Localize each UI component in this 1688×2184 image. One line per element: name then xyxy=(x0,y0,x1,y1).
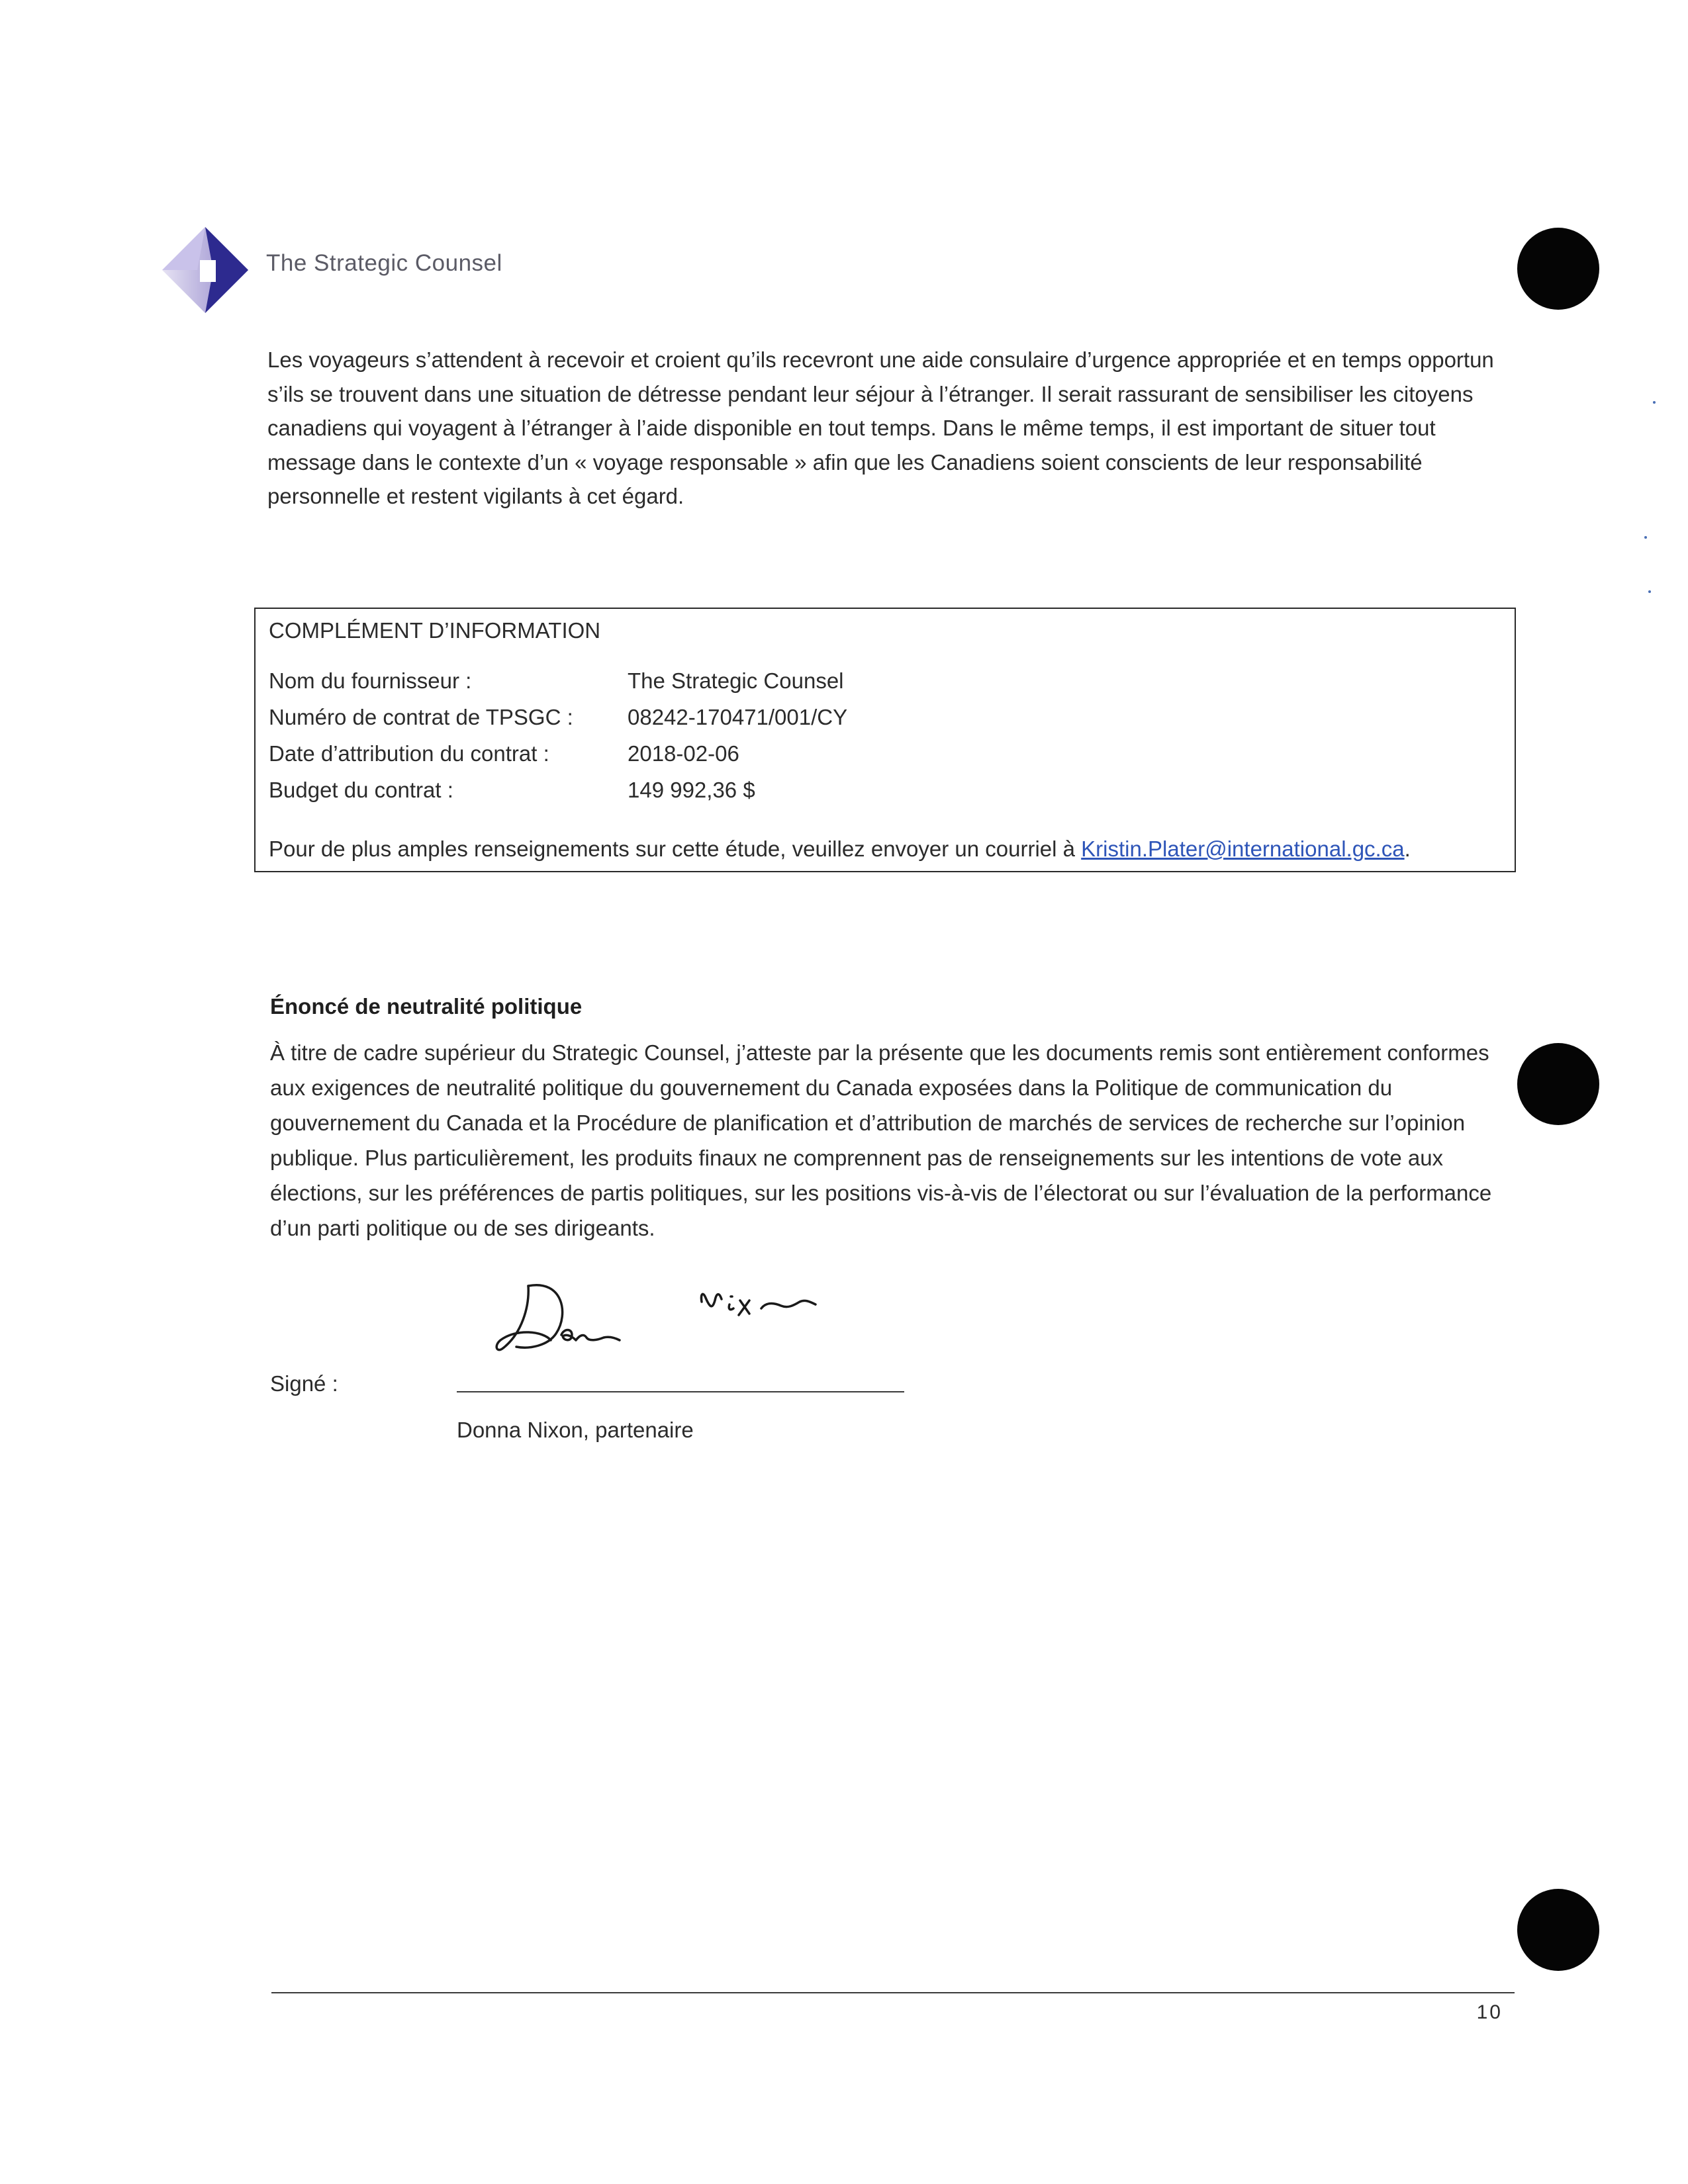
info-row-supplier xyxy=(269,668,844,694)
info-row-award-date xyxy=(269,741,739,766)
info-row-contract-number xyxy=(269,705,847,730)
info-row-value: 149 992,36 $ xyxy=(628,778,755,802)
scan-speck xyxy=(1648,590,1651,593)
info-contact-end: . xyxy=(1404,837,1411,861)
signature-line xyxy=(457,1391,904,1392)
scan-speck xyxy=(1644,536,1647,539)
contact-email-link[interactable]: Kristin.Plater@international.gc.ca xyxy=(1081,837,1405,861)
handwritten-signature xyxy=(490,1267,887,1367)
info-row-value: The Strategic Counsel xyxy=(628,668,844,693)
info-contact-text: Pour de plus amples renseignements sur cette étude, veuillez envoyer un courriel à xyxy=(269,837,1082,861)
intro-paragraph: Les voyageurs s’attendent à recevoir et croient qu’ils recevront une aide consulaire d’urgence appropriée et en temps opportun s’ils se trouvent dans une situation de détresse pendant leur séjour à l’étranger. Il serait rassurant de sensibiliser les citoyens canadiens qui voyagent à l’étranger à l’aide disponible en tout temps. Dans le même temps, il est important de situer tout message dans le contexte d’un « voyage responsable » afin que les Canadiens soient conscients de leur responsabilité personnelle et restent vigilants à cet égard. xyxy=(267,347,1494,508)
punch-hole-middle xyxy=(1517,1043,1599,1125)
info-row-value: 2018-02-06 xyxy=(628,741,739,766)
info-row-label: Date d’attribution du contrat : xyxy=(269,741,549,766)
brand-name: The Strategic Counsel xyxy=(266,250,502,276)
strategic-counsel-logo-icon xyxy=(159,224,252,316)
info-row-value: 08242-170471/001/CY xyxy=(628,705,848,729)
info-row-label: Budget du contrat : xyxy=(269,778,453,802)
info-row-budget xyxy=(269,778,755,803)
info-box xyxy=(254,608,1516,872)
page-number: 10 xyxy=(1476,2001,1503,2023)
info-row-label: Nom du fournisseur : xyxy=(269,668,472,693)
info-contact-line xyxy=(269,837,1411,862)
neutrality-statement: À titre de cadre supérieur du Strategic Counsel, j’atteste par la présente que les documents remis sont entièrement conformes aux exigences de neutralité politique du gouvernement du Canada exposées dans la Politique de communication du gouvernement du Canada et la Procédure de planification et d’attribution de marchés de services de recherche sur l’opinion publique. Plus particulièrement, les produits finaux ne comprennent pas de renseignements sur les intentions de vote aux élections, sur les préférences de partis politiques, sur les positions vis-à-vis de l’électorat ou sur l’évaluation de la performance d’un parti politique ou de ses dirigeants. xyxy=(270,1040,1492,1240)
punch-hole-top xyxy=(1517,228,1599,310)
signed-label: Signé : xyxy=(270,1371,338,1396)
info-box-title: COMPLÉMENT D’INFORMATION xyxy=(269,618,601,643)
punch-hole-bottom xyxy=(1517,1889,1599,1971)
neutrality-heading: Énoncé de neutralité politique xyxy=(270,994,583,1019)
footer-divider xyxy=(271,1992,1515,1993)
signer-name: Donna Nixon, partenaire xyxy=(457,1418,694,1442)
info-row-label: Numéro de contrat de TPSGC : xyxy=(269,705,573,729)
scan-speck xyxy=(1653,401,1656,404)
